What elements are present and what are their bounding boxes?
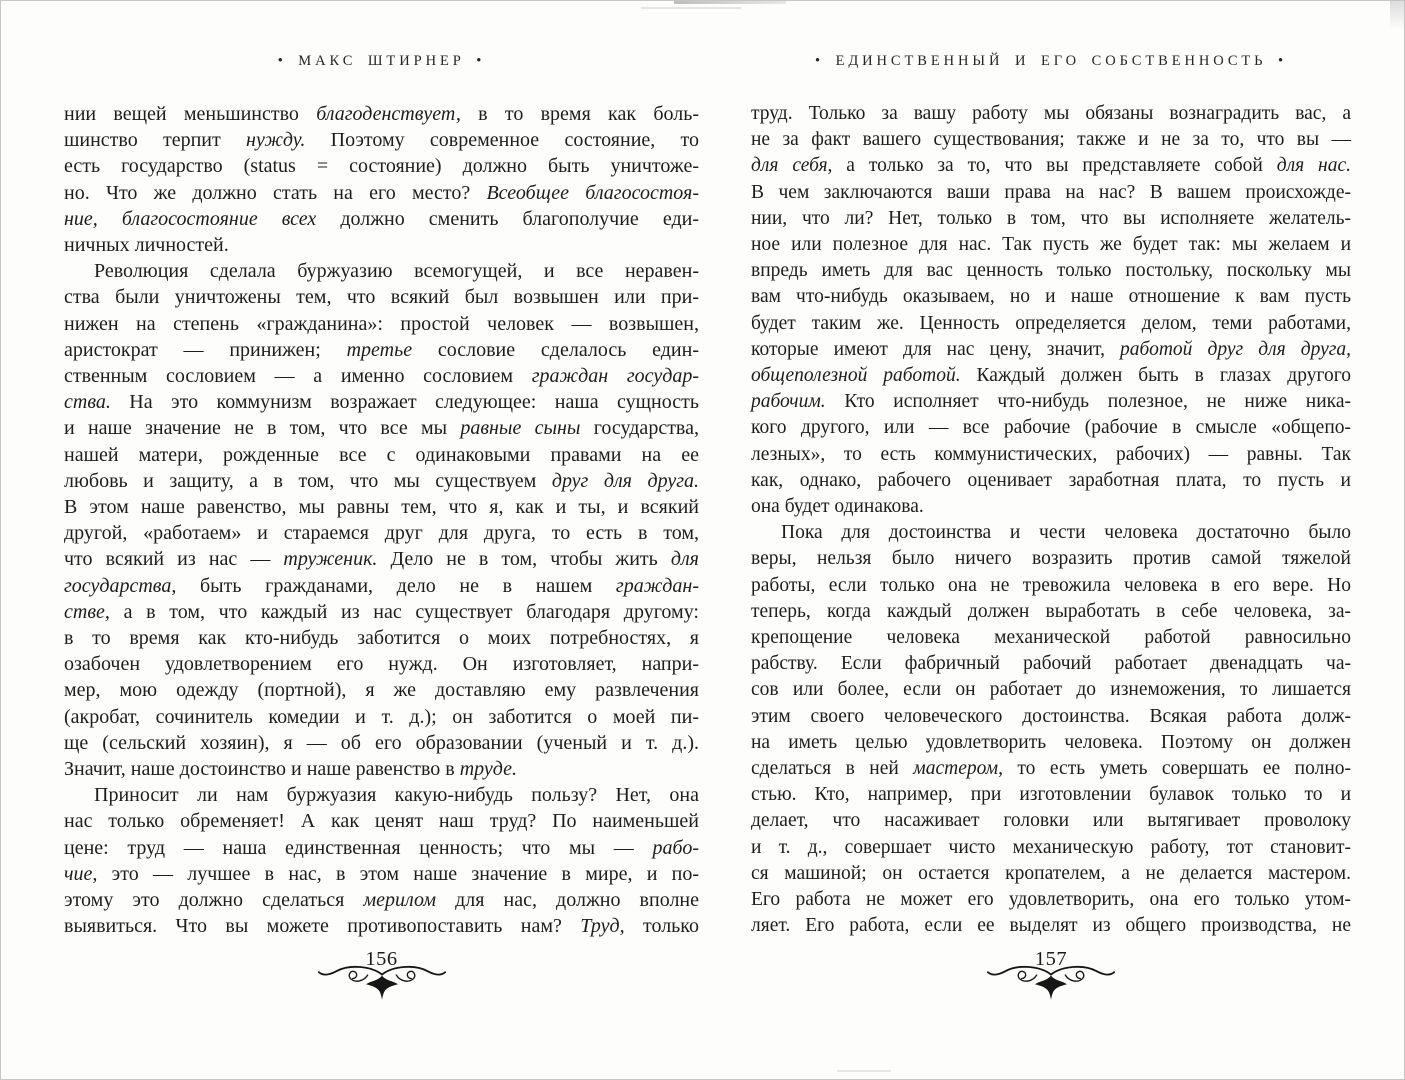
- italic-text: рабо-: [652, 836, 699, 859]
- scan-artifact: [1390, 1, 1404, 29]
- scan-artifact: [837, 1070, 891, 1072]
- text: цене: труд — наша единственная ценность; что мы —: [64, 836, 653, 859]
- text: крепощение человека механической работой равносильно: [751, 627, 1351, 649]
- text: нии, что ли? Нет, только в том, что вы исполняете желатель-: [751, 207, 1351, 229]
- text: что всякий из нас —: [64, 548, 284, 571]
- text: в то время как кто-нибудь заботится о моих потребностях, я: [64, 627, 699, 650]
- text-line: [751, 389, 1351, 415]
- italic-text: работой друг для друга,: [1120, 338, 1351, 360]
- text: озабочен удовлетворением его нужд. Он изготовляет, напри-: [64, 653, 699, 676]
- paragraph: [751, 101, 1351, 520]
- text-line: [751, 756, 1351, 782]
- text: вам что-нибудь оказываем, но и наше отношение к вам пусть: [751, 286, 1351, 308]
- text-line: [64, 546, 699, 572]
- text-line: [751, 258, 1351, 284]
- text-line: [64, 206, 699, 232]
- text-line: [64, 258, 699, 284]
- text-line: [751, 861, 1351, 887]
- text-line: [64, 101, 699, 127]
- text-line: [751, 808, 1351, 834]
- text: а только за то, что вы представляете собой: [832, 155, 1277, 177]
- paragraph: [64, 101, 699, 258]
- text: Пока для достоинства и чести человека достаточно было: [781, 522, 1351, 544]
- paragraph: [64, 258, 699, 782]
- scan-artifact: [641, 7, 741, 9]
- text: В чем заключаются ваши права на нас? В вашем происхожде-: [751, 181, 1351, 203]
- right-page-footer: [751, 948, 1351, 1008]
- text: Поэтому современное состояние, то: [305, 129, 699, 152]
- text: труд. Только за вашу работу мы обязаны вознаградить вас, а: [751, 103, 1351, 124]
- running-header-title: • ЕДИНСТВЕННЫЙ И ЕГО СОБСТВЕННОСТЬ •: [814, 53, 1288, 69]
- text: кого другого, или — все рабочие (рабочие в смысле «общепо-: [751, 417, 1351, 439]
- text: государства,: [580, 417, 699, 440]
- text-line: [64, 677, 699, 703]
- paragraph: [64, 782, 699, 939]
- text-line: [64, 704, 699, 730]
- text: Революция сделала буржуазию всемогущей, и все неравен-: [94, 260, 699, 283]
- text: теперь, когда каждый должен выработать в себе человека, за-: [751, 600, 1351, 622]
- italic-text: чие,: [64, 862, 98, 885]
- text-line: [751, 415, 1351, 441]
- text-line: [751, 520, 1351, 546]
- text-line: [64, 835, 699, 861]
- italic-text: благоденствует,: [316, 103, 461, 125]
- text: стью. Кто, например, при изготовлении булавок только то и: [751, 784, 1351, 806]
- italic-text: ства.: [64, 391, 111, 414]
- text-line: [751, 835, 1351, 861]
- text: выявиться. Что вы можете противопоставить нам?: [64, 915, 581, 938]
- text: но. Что же должно стать на его место?: [64, 181, 487, 204]
- left-page-text: [64, 101, 699, 940]
- text-line: [751, 180, 1351, 206]
- text: как, однако, рабочего оценивает заработная плата, то пусть и: [751, 469, 1351, 491]
- text-line: [64, 730, 699, 756]
- text-line: [751, 363, 1351, 389]
- text: ное или полезное для нас. Так пусть же будет так: мы желаем и: [751, 234, 1351, 256]
- text: это — лучшее в нас, в этом наше значение в мире, и по-: [97, 862, 699, 885]
- italic-text: общеполезной работой.: [751, 365, 961, 387]
- italic-text: для нас.: [1276, 155, 1351, 177]
- text-line: [751, 599, 1351, 625]
- italic-text: государства,: [64, 574, 177, 597]
- text: нас только обременяет! А как ценят наш труд? По наименьшей: [64, 810, 699, 833]
- text: а в том, что каждый из нас существует благодаря другому:: [109, 600, 699, 623]
- text: не за факт вашего существования; также и не за то, что вы —: [751, 129, 1351, 151]
- text: Приносит ли нам буржуазия какую-нибудь пользу? Нет, она: [94, 784, 699, 807]
- text: Значит, наше достоинство и наше равенство в: [64, 758, 460, 781]
- text: которые имеют для нас цену, значит,: [751, 338, 1121, 360]
- italic-text: труженик.: [283, 548, 378, 571]
- text-line: [64, 651, 699, 677]
- italic-text: равные сыны: [460, 417, 581, 440]
- text: только: [624, 915, 699, 938]
- text: лезных», то есть коммунистических, рабочих) — равны. Так: [751, 443, 1351, 465]
- text: ничных личностей.: [64, 234, 229, 257]
- text: любовь и защиту, а в том, что мы существуем: [64, 469, 552, 492]
- text-line: [64, 599, 699, 625]
- text-line: [751, 704, 1351, 730]
- text: для нас, должно вполне: [435, 889, 699, 912]
- running-header-author: • МАКС ШТИРНЕР •: [277, 53, 486, 69]
- text: Его работа не может его удовлетворить, она его только утом-: [751, 889, 1351, 911]
- text: веры, нельзя было ничего возразить против самой тяжелой: [751, 548, 1351, 570]
- text: работы, если только она не тревожила человека в его вере. Но: [751, 574, 1351, 596]
- text: есть государство (status = состояние) должно быть уничтоже-: [64, 155, 699, 178]
- text-line: [64, 782, 699, 808]
- text: аристократ — принижен;: [64, 338, 347, 361]
- text: впредь иметь для вас ценность только постольку, поскольку мы: [751, 260, 1351, 282]
- italic-text: рабочим.: [751, 391, 826, 413]
- text: На это коммунизм возражает следующее: наша сущность: [110, 391, 699, 414]
- text: на иметь целью удовлетворить человека. Поэтому он должен: [751, 731, 1351, 753]
- text-line: [64, 468, 699, 494]
- text-line: [64, 389, 699, 415]
- right-page-text: [751, 101, 1351, 940]
- italic-text: граждан-: [615, 574, 699, 597]
- page-number: 156: [365, 947, 398, 970]
- text: будет таким же. Ценность определяется делом, теми работами,: [751, 312, 1351, 334]
- italic-text: для себя,: [751, 155, 833, 177]
- text: и т. д., совершает чисто механическую работу, тот становит-: [751, 836, 1351, 858]
- italic-text: Труд,: [580, 915, 625, 938]
- text: этому это должно сделаться: [64, 889, 364, 912]
- text-line: [751, 887, 1351, 913]
- italic-text: для: [670, 548, 699, 571]
- text-line: [64, 311, 699, 337]
- text-line: [751, 127, 1351, 153]
- text: нашей матери, рожденные все с одинаковыми правами на ее: [64, 443, 699, 466]
- text-line: [64, 153, 699, 179]
- text-line: [751, 913, 1351, 939]
- text-line: [64, 415, 699, 441]
- italic-text: третье: [346, 338, 413, 361]
- text: шинство терпит: [64, 129, 247, 152]
- text-line: [64, 520, 699, 546]
- text-line: [751, 284, 1351, 310]
- left-page-footer: [64, 948, 699, 1008]
- text: нижен на степень «гражданина»: простой человек — возвышен,: [64, 312, 699, 335]
- text-line: [751, 442, 1351, 468]
- text: рабству. Если фабричный рабочий работает двенадцать ча-: [751, 653, 1351, 675]
- text: ства были уничтожены тем, что всякий был возвышен или при-: [64, 286, 699, 309]
- text-line: [64, 573, 699, 599]
- italic-text: друг для друга.: [551, 469, 699, 492]
- text: должно сменить благополучие еди-: [316, 207, 700, 230]
- left-page: [64, 53, 699, 1008]
- right-page: [751, 53, 1351, 1008]
- text-line: [64, 756, 699, 782]
- text-line: [751, 101, 1351, 127]
- text: в то время как боль-: [460, 103, 699, 125]
- paragraph: [751, 520, 1351, 939]
- text-line: [751, 337, 1351, 363]
- text: ся машиной; он остается кропателем, а не делается мастером.: [751, 862, 1351, 884]
- text: Кто исполняет что-нибудь полезное, не ниже ника-: [825, 391, 1351, 413]
- text: сов или более, если он работает до изнеможения, то лишается: [751, 679, 1351, 701]
- text: этим своего человеческого достоинства. Всякая работа долж-: [751, 705, 1351, 727]
- text: сословие сделалось един-: [412, 338, 699, 361]
- text: сделаться в ней: [751, 758, 914, 780]
- text: ственным сословием — а именно сословием: [64, 365, 532, 388]
- text-line: [64, 180, 699, 206]
- text: ляет. Его работа, если ее выделят из общего производства, не: [751, 915, 1351, 937]
- italic-text: нужду.: [246, 129, 306, 152]
- text-line: [751, 468, 1351, 494]
- text: она будет одинакова.: [751, 496, 924, 518]
- text: нии вещей меньшинство: [64, 103, 317, 125]
- text-line: [751, 651, 1351, 677]
- text: и наше значение не в том, что все мы: [64, 417, 461, 440]
- text: Каждый должен быть в глазах другого: [960, 365, 1352, 387]
- italic-text: Всеобщее благосостоя-: [486, 181, 700, 204]
- text: (акробат, сочинитель комедии и т. д.); он заботится о моей пи-: [64, 705, 699, 728]
- text-line: [751, 677, 1351, 703]
- italic-text: мастером,: [913, 758, 1003, 780]
- text-line: [751, 311, 1351, 337]
- italic-text: труде.: [459, 758, 517, 781]
- text-line: [751, 782, 1351, 808]
- text: мер, мою одежду (портной), я же доставляю ему развлечения: [64, 679, 699, 702]
- text-line: [751, 546, 1351, 572]
- italic-text: мерилом: [363, 889, 436, 912]
- text-line: [64, 284, 699, 310]
- text-line: [751, 573, 1351, 599]
- scan-artifact: [674, 1, 786, 4]
- text: быть гражданами, дело не в нашем: [176, 574, 616, 597]
- italic-text: граждан государ-: [531, 365, 699, 388]
- text-line: [64, 625, 699, 651]
- text-line: [64, 494, 699, 520]
- text-line: [64, 442, 699, 468]
- text-line: [64, 127, 699, 153]
- italic-text: ние, благосостояние всех: [64, 207, 317, 230]
- text: другой, «работаем» и стараемся друг для друга, то есть в том,: [64, 522, 699, 545]
- text-line: [64, 887, 699, 913]
- text: В этом наше равенство, мы равны тем, что я, как и ты, и всякий: [64, 496, 699, 519]
- text-line: [64, 337, 699, 363]
- text: то есть уметь совершать ее полно-: [1002, 758, 1351, 780]
- text: Дело не в том, чтобы жить: [377, 548, 671, 571]
- page-number: 157: [1034, 947, 1068, 970]
- text-line: [64, 861, 699, 887]
- text-line: [751, 494, 1351, 520]
- text-line: [751, 625, 1351, 651]
- text-line: [64, 913, 699, 939]
- text: делает, что насаживает головки или вытягивает проволоку: [751, 810, 1351, 832]
- text-line: [64, 363, 699, 389]
- text-line: [64, 808, 699, 834]
- text: ще (сельский хозяин), я — об его образовании (ученый и т. д.).: [64, 731, 699, 754]
- text-line: [64, 232, 699, 258]
- italic-text: стве,: [64, 600, 110, 623]
- text-line: [751, 153, 1351, 179]
- text-line: [751, 730, 1351, 756]
- text-line: [751, 206, 1351, 232]
- text-line: [751, 232, 1351, 258]
